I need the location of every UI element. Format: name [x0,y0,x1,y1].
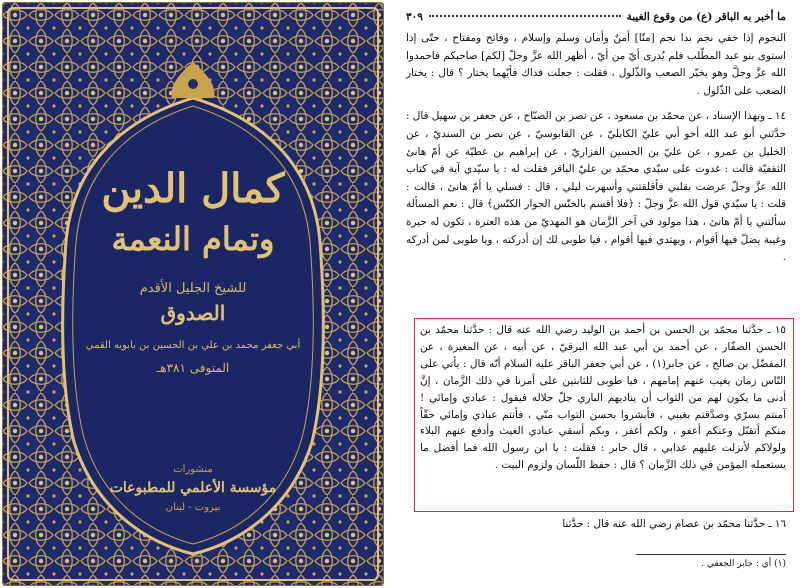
cover-death-date: المتوفى ٣٨١هـ [156,361,230,375]
paragraph-13-end: النجوم إذا خفي نجم بدا نجم [منّا] أمنٌ وأمان وسلم وإسلام ، وفاتح ومفتاح ، حتّى إذا استوى بنو عبد المطّلب فلم يُدرى أيّ من أيّ ، أظهر الله عزَّ وجلّ [لكم] صاحبكم فاحمدوا الله عزَّ وجلَّ وهو يخيّر الصعب والذّلول ، فقلت : جعلت فداك فأيّهما يختار ؟ قال : يختار الصعب على الذّلول . [406,32,786,97]
page-body [406,30,786,270]
cover-author-title: الصدوق [160,301,226,325]
paragraph-16-start: ١٦ ـ حدَّثنا محمّد بن عصام رضي الله عنه قال : حدَّثنا [562,518,786,530]
page-header [406,6,786,28]
footnote-divider [636,554,786,555]
cover-publisher-city: بيروت - لبنان [165,502,221,513]
footnote: (١) أي : جابر الجعفي . [701,559,786,569]
header-dot-leader [429,15,621,17]
page-number: ٣٠٩ [406,11,423,23]
cover-publisher: مؤسسة الأعلمي للمطبوعات [109,480,277,496]
book-page [392,0,800,588]
book-cover [2,2,384,586]
page-header-title: ما أخبر به الباقر (ع) من وقوع الغيبة [626,11,786,23]
cover-publisher-label: منشورات [173,464,213,475]
cover-title-line1: كمال الدين [101,165,285,212]
cover-author-prefix: للشيخ الجليل الأقدم [139,281,247,296]
cover-author-name: أبي جعفر محمد بن علي بن الحسين بن بابويه القمي [85,340,301,351]
cover-title-line2: وتمام النعمة [111,220,275,258]
paragraph-14: ١٤ ـ وبهذا الإسناد ، عن محمّد بن مسعود ، عن نصر بن الصبّاح ، عن جعفر بن سهيل قال : حدَّثني أبو عبد الله أخو أبي عليّ الكابليّ ، عن القابوسيّ ، عن نصر بن السنديّ ، عن الخليل بن عمرو ، عن عليّ بن الحسين الفزاريّ ، عن إبراهيم بن عطيّة عن أمّ هانئ الثقفيّة قالت : غدوت على سيّدي محمّد بن عليّ الباقر فقلت له : يا سيّدي آية في كتاب الله عزَّ وجلّ عرضت بقلبي فأقلقتني وأسهرت ليلي ، قال : فسلي يا أمّ هانئ ، قالت : قلت : يا سيّدي قول الله عزَّ وجلّ : ﴿فلا أقسم بالخنّس الجوار الكنّس﴾ قال : نعم المسألة سألتني يا أمّ هانئ ، هذا مولود في آخر الزَّمان هو المهديّ من هذه العترة ، تكون له حيرة وغيبة يضلّ فيها أقوام ، ويهتدي فيها أقوام ، فيا طوبى لك إن أدركته ، ويا طوبى لمن أدركه . [406,110,786,264]
highlighted-paragraph-15: ١٥ ـ حدَّثنا محمّد بن الحسن بن أحمد بن الوليد رضي الله عنه قال : حدَّثنا محمّد بن الحسن الصفّار ، عن أحمد بن أبي عبد الله البرقيّ ، عن أبيه ، عن المغيرة ، عن المفضّل بن صالح ، عن جابر(١) ، عن أبي جعفر الباقر عليه السلام أنّه قال : يأتي على النّاس زمان يغيب عنهم إمامهم ، فيا طوبى للثابتين على أمرنا في ذلك الزَّمان ، إنَّ أدنى ما يكون لهم من الثواب أن يناديهم الباري جلّ جلاله فيقول : عبادي وإمائي ! آمنتم بسرّي وصدَّقتم بغيبي ، فأبشروا بحسن الثواب منّي ، فأنتم عبادي وإمائي حقّاً منكم أتقبّل وعنكم أعفو ، ولكم أغفر ، وبكم أسقي عبادي الغيث وأدفع عنهم البلاء ولولاكم لأنزلت عليهم عذابي ، قال جابر : فقلت : يا ابن رسول الله فما أفضل ما يستعمله المؤمن في ذلك الزَّمان ؟ قال : حفظ اللّسان ولزوم البيت . [420,324,786,472]
